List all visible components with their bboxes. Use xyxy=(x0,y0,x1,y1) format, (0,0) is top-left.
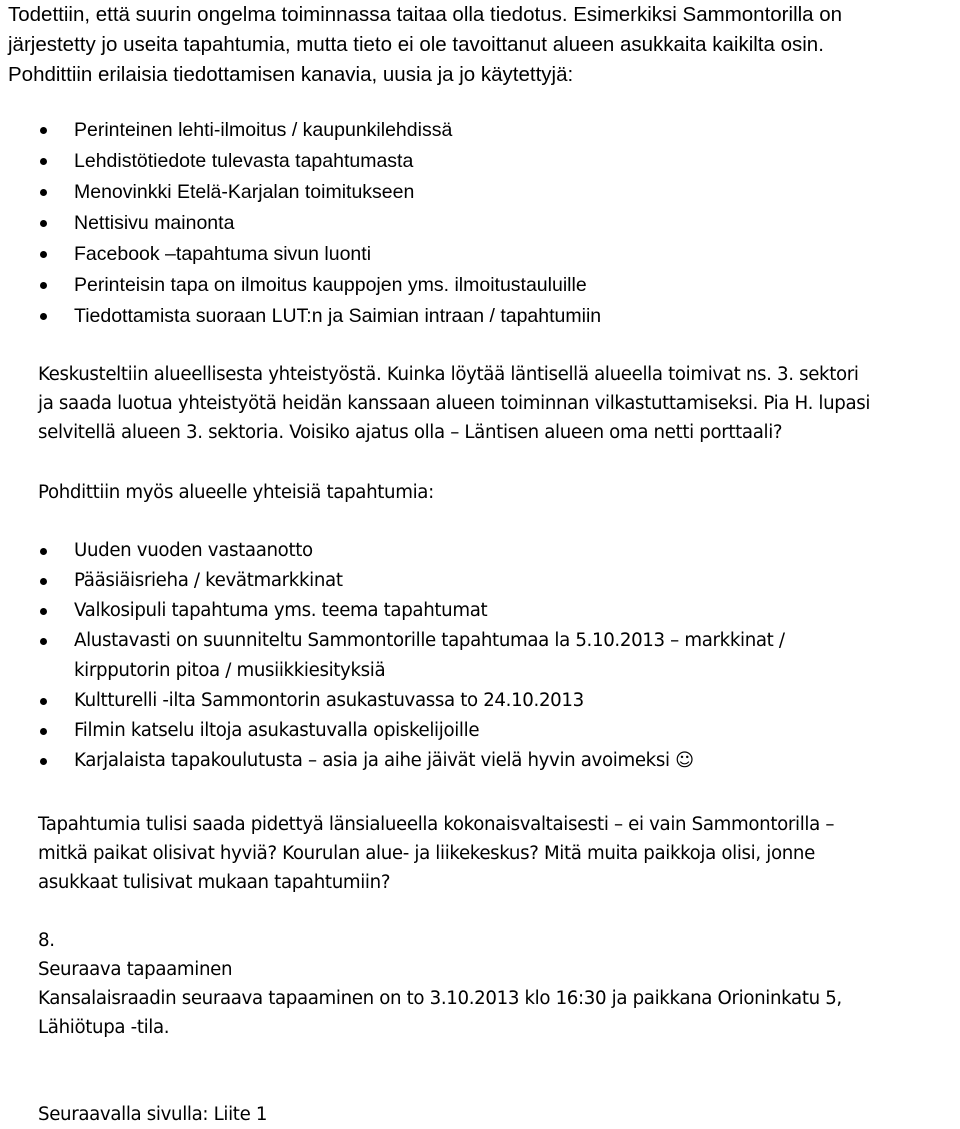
paragraph-line: Kansalaisraadin seuraava tapaaminen on to 3.10.2013 klo 16:30 ja paikkana Orioninkatu 5, xyxy=(38,988,842,1009)
paragraph-line: selvitellä alueen 3. sektoria. Voisiko ajatus olla – Läntisen alueen oma netti porttaali? xyxy=(38,422,783,443)
section-heading xyxy=(38,926,938,984)
list-item: Perinteinen lehti-ilmoitus / kaupunkilehdissä xyxy=(38,115,938,146)
list-item-continuation: kirpputorin pitoa / musiikkiesityksiä xyxy=(74,660,386,681)
list-item: Lehdistötiedote tulevasta tapahtumasta xyxy=(38,146,938,177)
list-item: Facebook –tapahtuma sivun luonti xyxy=(38,239,938,270)
list-item: Perinteisin tapa on ilmoitus kauppojen yms. ilmoitustauluille xyxy=(38,270,938,301)
section-title: Seuraava tapaaminen xyxy=(38,959,233,980)
paragraph-line: Lähiötupa -tila. xyxy=(38,1017,170,1038)
intro-paragraph xyxy=(8,0,952,90)
list-item xyxy=(38,686,938,716)
next-meeting-paragraph xyxy=(38,984,938,1042)
list-item-text: Filmin katselu iltoja asukastuvalla opiskelijoille xyxy=(74,720,480,741)
paragraph-line: Tapahtumia tulisi saada pidettyä länsialueella kokonaisvaltaisesti – ei vain Sammontorilla – xyxy=(38,814,835,835)
events-list xyxy=(38,536,938,776)
list-item xyxy=(38,746,938,776)
list-item-text: Alustavasti on suunniteltu Sammontorille tapahtumaa la 5.10.2013 – markkinat / xyxy=(74,630,785,651)
channels-list xyxy=(38,115,938,332)
list-item xyxy=(38,716,938,746)
footer-note-text: Seuraavalla sivulla: Liite 1 xyxy=(38,1104,268,1125)
list-item: Nettisivu mainonta xyxy=(38,208,938,239)
section-heading-line xyxy=(38,926,938,984)
intro-line: Pohdittiin erilaisia tiedottamisen kanavia, uusia ja jo käytettyjä: xyxy=(8,63,574,86)
list-item xyxy=(38,536,938,566)
list-item-text: Pääsiäisrieha / kevätmarkkinat xyxy=(74,570,343,591)
intro-line: järjestetty jo useita tapahtumia, mutta tieto ei ole tavoittanut alueen asukkaita kaikilta osin. xyxy=(8,33,824,56)
list-item: Tiedottamista suoraan LUT:n ja Saimian intraan / tapahtumiin xyxy=(38,301,938,332)
paragraph-line: mitkä paikat olisivat hyviä? Kourulan alue- ja liikekeskus? Mitä muita paikkoja olisi, jonne xyxy=(38,843,815,864)
list-item xyxy=(38,626,938,686)
list-item-text: Uuden vuoden vastaanotto xyxy=(74,540,313,561)
events-heading-text: Pohdittiin myös alueelle yhteisiä tapahtumia: xyxy=(38,482,434,503)
list-item xyxy=(38,596,938,626)
list-item-text: Kultturelli -ilta Sammontorin asukastuvassa to 24.10.2013 xyxy=(74,690,584,711)
footer-note xyxy=(38,1100,938,1129)
paragraph-line: ja saada luotua yhteistyötä heidän kanssaan alueen toiminnan vilkastuttamiseksi. Pia H. lupasi xyxy=(38,393,871,414)
cooperation-paragraph xyxy=(38,360,938,447)
paragraph-line: Keskusteltiin alueellisesta yhteistyöstä. Kuinka löytää läntisellä alueella toimivat ns. 3. sektori xyxy=(38,364,859,385)
section-number: 8. xyxy=(38,930,55,951)
paragraph-line: asukkaat tulisivat mukaan tapahtumiin? xyxy=(38,872,391,893)
intro-line: Todettiin, että suurin ongelma toiminnassa taitaa olla tiedotus. Esimerkiksi Sammontorilla on xyxy=(8,3,843,26)
list-item-text: Valkosipuli tapahtuma yms. teema tapahtumat xyxy=(74,600,488,621)
list-item xyxy=(38,566,938,596)
western-area-paragraph xyxy=(38,810,938,897)
events-heading xyxy=(38,478,938,507)
list-item-text: Karjalaista tapakoulutusta – asia ja aihe jäivät vielä hyvin avoimeksi ☺ xyxy=(74,750,694,771)
list-item: Menovinkki Etelä-Karjalan toimitukseen xyxy=(38,177,938,208)
